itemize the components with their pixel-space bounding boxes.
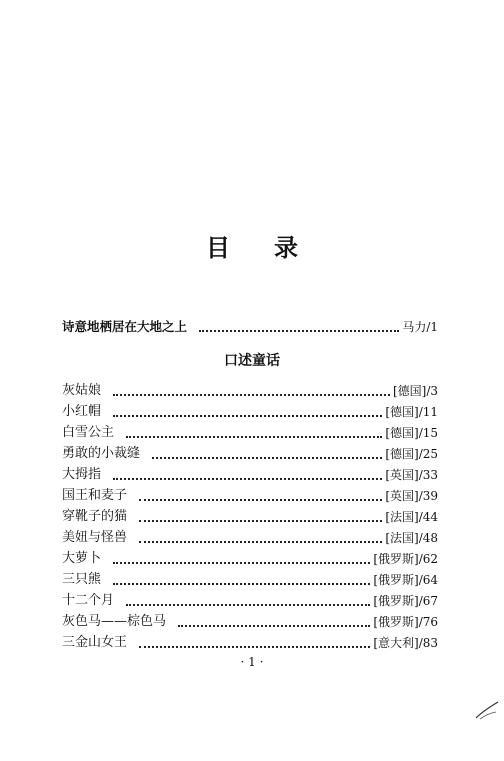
toc-entry-origin: [德国] bbox=[385, 447, 419, 461]
toc-entry-title: 国王和麦子 bbox=[62, 488, 128, 503]
leader-dots bbox=[113, 478, 382, 480]
toc-entry-title: 三只熊 bbox=[62, 572, 102, 587]
toc-entry-origin: [法国] bbox=[385, 531, 419, 545]
toc-entry-page: /3 bbox=[426, 384, 438, 398]
leader-dots bbox=[178, 625, 370, 627]
title-char-2: 录 bbox=[274, 233, 298, 262]
toc-entry[interactable] bbox=[62, 549, 438, 569]
toc-entry-origin: [俄罗斯] bbox=[373, 552, 419, 566]
toc-entry-origin: [俄罗斯] bbox=[373, 615, 419, 629]
leader-dots bbox=[113, 562, 370, 564]
toc-entry[interactable] bbox=[62, 507, 438, 527]
toc-entry-title: 勇敢的小裁缝 bbox=[62, 446, 141, 461]
leader-dots bbox=[199, 330, 399, 332]
leader-dots bbox=[139, 541, 382, 543]
pen-stroke-mark bbox=[474, 700, 500, 722]
toc-entry-origin: [法国] bbox=[385, 510, 419, 524]
toc-entry-title: 大萝卜 bbox=[62, 551, 102, 566]
leader-dots bbox=[126, 436, 382, 438]
toc-entry-page: /33 bbox=[418, 468, 438, 482]
toc-entry-page: 马力/1 bbox=[402, 320, 438, 334]
leader-dots bbox=[139, 499, 382, 501]
toc-entry[interactable] bbox=[62, 612, 438, 632]
toc-entry-page: /62 bbox=[418, 552, 438, 566]
toc-entry-origin: [意大利] bbox=[373, 636, 419, 650]
toc-entry[interactable] bbox=[62, 528, 438, 548]
leader-dots bbox=[152, 457, 382, 459]
toc-entry-title: 诗意地栖居在大地之上 bbox=[62, 319, 188, 334]
toc-entry-title: 三金山女王 bbox=[62, 635, 128, 650]
toc-entry-page: /39 bbox=[418, 489, 438, 503]
toc-entry-page: /11 bbox=[418, 405, 438, 419]
toc-entry-origin: [俄罗斯] bbox=[373, 573, 419, 587]
toc-entry[interactable] bbox=[62, 465, 438, 485]
toc-entry-origin: [德国] bbox=[385, 426, 419, 440]
toc-entry-title: 十二个月 bbox=[62, 593, 115, 608]
toc-entry-page: /48 bbox=[418, 531, 438, 545]
toc-entry[interactable] bbox=[62, 486, 438, 506]
toc-entry[interactable] bbox=[62, 633, 438, 653]
leader-dots bbox=[139, 646, 370, 648]
toc-entry-title: 灰色马——棕色马 bbox=[62, 614, 167, 629]
leader-dots bbox=[126, 604, 370, 606]
toc-entry-title: 大拇指 bbox=[62, 467, 102, 482]
toc-entry-origin: [英国] bbox=[385, 468, 419, 482]
toc-preface-entry[interactable] bbox=[62, 317, 438, 337]
toc-entry-title: 灰姑娘 bbox=[62, 383, 102, 398]
toc-entry-page: /64 bbox=[418, 573, 438, 587]
leader-dots bbox=[113, 583, 370, 585]
toc-entry[interactable] bbox=[62, 423, 438, 443]
leader-dots bbox=[139, 520, 382, 522]
toc-entry-page: /83 bbox=[418, 636, 438, 650]
toc-entry-title: 穿靴子的猫 bbox=[62, 509, 128, 524]
toc-entry-title: 美妞与怪兽 bbox=[62, 530, 128, 545]
toc-entry-origin: [德国] bbox=[385, 405, 419, 419]
toc-entry[interactable] bbox=[62, 591, 438, 611]
page-title bbox=[0, 228, 504, 263]
section-heading: 口述童话 bbox=[224, 353, 280, 369]
toc-entry-page: /15 bbox=[418, 426, 438, 440]
toc-entry[interactable] bbox=[62, 444, 438, 464]
toc-entry-origin: [英国] bbox=[385, 489, 419, 503]
leader-dots bbox=[113, 394, 390, 396]
toc-entry-origin: [德国] bbox=[392, 384, 427, 398]
toc-entry-title: 白雪公主 bbox=[62, 425, 115, 440]
page-number: · 1 · bbox=[240, 655, 264, 669]
toc-entry-page: /44 bbox=[418, 510, 438, 524]
toc-entry[interactable] bbox=[62, 381, 438, 401]
title-char-1: 目 bbox=[206, 233, 230, 262]
leader-dots bbox=[113, 415, 382, 417]
toc-entry-page: /76 bbox=[418, 615, 438, 629]
toc-entry-title: 小红帽 bbox=[62, 404, 102, 419]
toc-entry[interactable] bbox=[62, 402, 438, 422]
toc-entry-page: /25 bbox=[418, 447, 438, 461]
toc-entry-origin: [俄罗斯] bbox=[373, 594, 419, 608]
toc-entry[interactable] bbox=[62, 570, 438, 590]
toc-entry-page: /67 bbox=[418, 594, 438, 608]
